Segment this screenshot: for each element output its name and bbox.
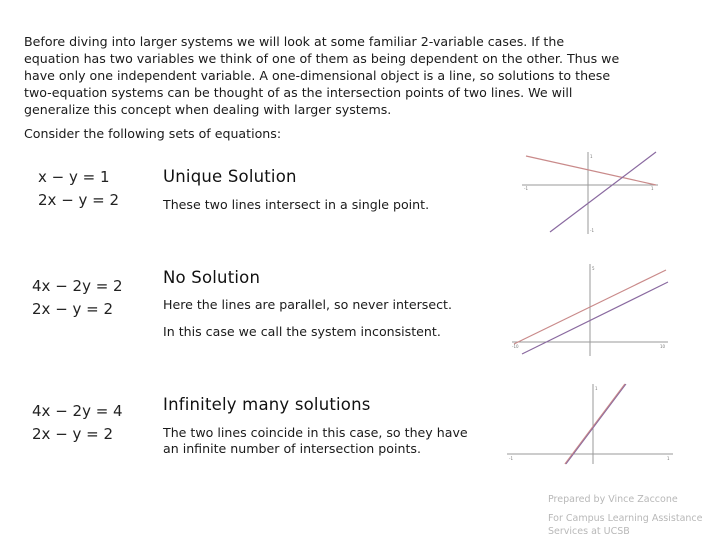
- equation: 4x − 2y = 2: [32, 277, 123, 295]
- intro-line: two-equation systems can be thought of as the intersection points of two lines. We will: [24, 85, 573, 100]
- consider-text: Consider the following sets of equations:: [24, 126, 282, 141]
- case-2-heading: No Solution: [163, 268, 261, 287]
- svg-text:-1: -1: [524, 186, 528, 191]
- svg-text:5: 5: [592, 266, 595, 271]
- case-3-graph: [505, 382, 675, 466]
- description-line: The two lines coincide in this case, so they have: [163, 425, 468, 440]
- footer-line: Prepared by Vince Zaccone: [548, 494, 678, 505]
- case-2-graph: [510, 262, 670, 358]
- case-1-heading: Unique Solution: [163, 167, 297, 186]
- case-2-description: Here the lines are parallel, so never intersect.: [163, 297, 452, 312]
- svg-text:-1: -1: [509, 456, 513, 461]
- equation: 2x − y = 2: [38, 191, 120, 209]
- line-2: [522, 282, 668, 354]
- intro-line: equation has two variables we think of one of them as being dependent on the other. Thus we: [24, 51, 620, 66]
- svg-text:1: 1: [590, 154, 593, 159]
- intro-line: Before diving into larger systems we will look at some familiar 2-variable cases. If the: [24, 34, 565, 49]
- equation: x − y = 1: [38, 168, 110, 186]
- intro-line: generalize this concept when dealing with larger systems.: [24, 102, 392, 117]
- equation: 2x − y = 2: [32, 300, 114, 318]
- intro-paragraph: [24, 33, 700, 118]
- case-2-description-2: In this case we call the system inconsistent.: [163, 324, 441, 339]
- case-3-heading: Infinitely many solutions: [163, 395, 371, 414]
- svg-text:-1: -1: [590, 228, 594, 233]
- description-line: an infinite number of intersection points.: [163, 441, 421, 456]
- case-1-description: These two lines intersect in a single point.: [163, 197, 430, 212]
- case-3-equations: [32, 400, 123, 446]
- line-2: [550, 152, 656, 232]
- footer-line: Services at UCSB: [548, 526, 630, 537]
- case-1-graph: [520, 150, 660, 236]
- intro-line: have only one independent variable. A one-dimensional object is a line, so solutions to these: [24, 68, 611, 83]
- footer-credit: [548, 493, 702, 538]
- line-1: [526, 156, 656, 185]
- svg-text:10: 10: [660, 344, 666, 349]
- svg-text:1: 1: [651, 186, 654, 191]
- svg-text:-10: -10: [512, 344, 519, 349]
- equation: 2x − y = 2: [32, 425, 114, 443]
- case-3-description: [163, 425, 468, 457]
- line-2: [566, 384, 626, 464]
- svg-text:1: 1: [595, 386, 598, 391]
- footer-line: For Campus Learning Assistance: [548, 513, 703, 524]
- case-2-equations: [32, 275, 123, 321]
- equation: 4x − 2y = 4: [32, 402, 123, 420]
- line-1: [565, 384, 625, 464]
- case-1-equations: [38, 166, 119, 212]
- svg-text:1: 1: [667, 456, 670, 461]
